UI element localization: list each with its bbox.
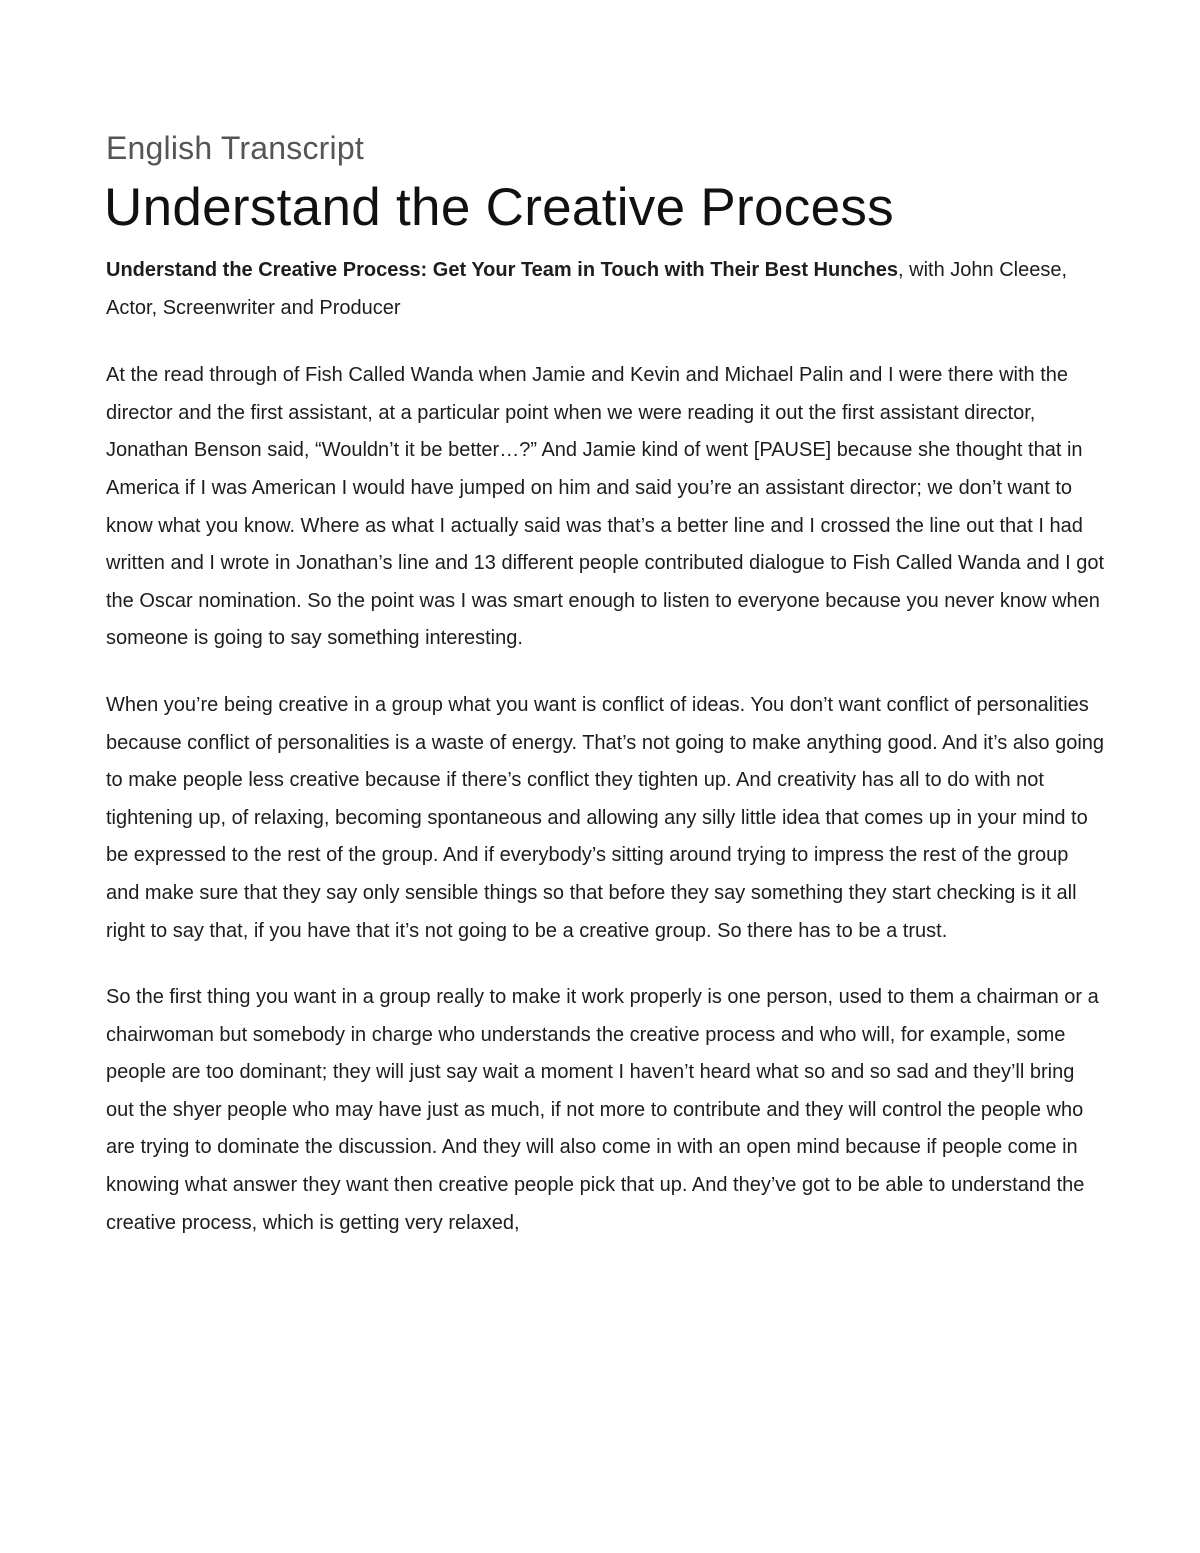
transcript-paragraph-3: So the first thing you want in a group really to make it work properly is one person, used to them a chairman or a chairwoman but somebody in charge who understands the creative process and who will, for example, some people are too dominant; they will just say wait a moment I haven’t heard what so and so sad and they’ll bring out the shyer people who may have just as much, if not more to contribute and they will control the people who are trying to dominate the discussion. And they will also come in with an open mind because if people come in knowing what answer they want then creative people pick that up. And they’ve got to be able to understand the creative process, which is getting very relaxed, — [106, 986, 1099, 1234]
byline-speaker: , with John Cleese, Actor, Screenwriter and Producer — [106, 259, 1068, 319]
document-title: Understand the Creative Process — [104, 178, 894, 237]
byline-course-title: Understand the Creative Process: Get Your Team in Touch with Their Best Hunches — [106, 259, 899, 281]
transcript-paragraph-1: At the read through of Fish Called Wanda when Jamie and Kevin and Michael Palin and I were there with the director and the first assistant, at a particular point when we were reading it out the first assistant director, Jonathan Benson said, “Wouldn’t it be better…?” And Jamie kind of went [PAUSE] because she thought that in America if I was American I would have jumped on him and said you’re an assistant director; we don’t want to know what you know. Where as what I actually said was that’s a better line and I crossed the line out that I had written and I wrote in Jonathan’s line and 13 different people contributed dialogue to Fish Called Wanda and I got the Oscar nomination. So the point was I was smart enough to listen to everyone because you never know when someone is going to say something interesting. — [106, 364, 1105, 650]
document-byline — [106, 252, 1106, 327]
transcript-paragraph-2: When you’re being creative in a group what you want is conflict of ideas. You don’t want conflict of personalities because conflict of personalities is a waste of energy. That’s not going to make anything good. And it’s also going to make people less creative because if there’s conflict they tighten up. And creativity has all to do with not tightening up, of relaxing, becoming spontaneous and allowing any silly little idea that comes up in your mind to be expressed to the rest of the group. And if everybody’s sitting around trying to impress the rest of the group and make sure that they say only sensible things so that before they say something they start checking is it all right to say that, if you have that it’s not going to be a creative group. So there has to be a trust. — [106, 693, 1105, 942]
transcript-page — [106, 128, 1106, 1242]
document-overline: English Transcript — [106, 130, 364, 166]
